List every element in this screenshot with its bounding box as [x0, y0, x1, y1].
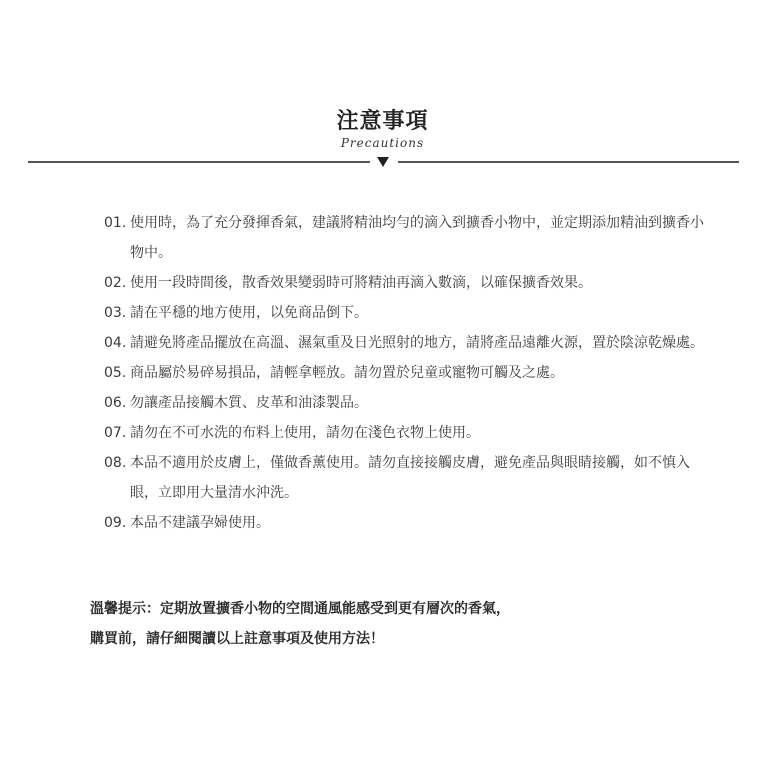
list-item	[104, 208, 704, 268]
warm-reminder-text: 溫馨提示：定期放置擴香小物的空間通風能感受到更有層次的香氣，	[90, 601, 510, 617]
item-number: 09.	[104, 515, 127, 531]
precautions-list	[104, 208, 704, 538]
item-text: 本品不適用於皮膚上，僅做香薰使用。請勿直接接觸皮膚，避免產品與眼睛接觸，如不慎入眼，立即用大量清水沖洗。	[130, 455, 690, 501]
list-item	[104, 448, 704, 508]
item-text: 請勿在不可水洗的布料上使用，請勿在淺色衣物上使用。	[130, 425, 480, 441]
page-subtitle: Precautions	[340, 136, 425, 150]
list-item	[104, 388, 704, 418]
list-item	[104, 358, 704, 388]
list-item	[104, 328, 704, 358]
item-number: 08.	[104, 455, 127, 471]
divider-left	[28, 161, 370, 163]
list-item	[104, 418, 704, 448]
item-number: 01.	[104, 215, 127, 231]
item-text: 勿讓產品接觸木質、皮革和油漆製品。	[130, 395, 368, 411]
divider-right	[398, 161, 739, 163]
item-number: 04.	[104, 335, 127, 351]
item-number: 02.	[104, 275, 127, 291]
item-number: 07.	[104, 425, 127, 441]
item-number: 03.	[104, 305, 127, 321]
list-item	[104, 298, 704, 328]
item-text: 商品屬於易碎易損品，請輕拿輕放。請勿置於兒童或寵物可觸及之處。	[130, 365, 564, 381]
item-number: 05.	[104, 365, 127, 381]
purchase-notice-text: 購買前，請仔細閱讀以上註意事項及使用方法！	[90, 631, 384, 647]
item-text: 使用一段時間後，散香效果變弱時可將精油再滴入數滴，以確保擴香效果。	[130, 275, 592, 291]
item-number: 06.	[104, 395, 127, 411]
list-item	[104, 268, 704, 298]
item-text: 請在平穩的地方使用，以免商品倒下。	[130, 305, 368, 321]
item-text: 使用時，為了充分發揮香氣，建議將精油均勻的滴入到擴香小物中，並定期添加精油到擴香小物中。	[130, 215, 704, 261]
triangle-down-icon	[377, 157, 389, 167]
item-text: 本品不建議孕婦使用。	[130, 515, 270, 531]
list-item	[104, 508, 704, 538]
page-title: 注意事項	[336, 108, 429, 134]
item-text: 請避免將產品擺放在高溫、濕氣重及日光照射的地方，請將產品遠離火源，置於陰涼乾燥處。	[130, 335, 704, 351]
